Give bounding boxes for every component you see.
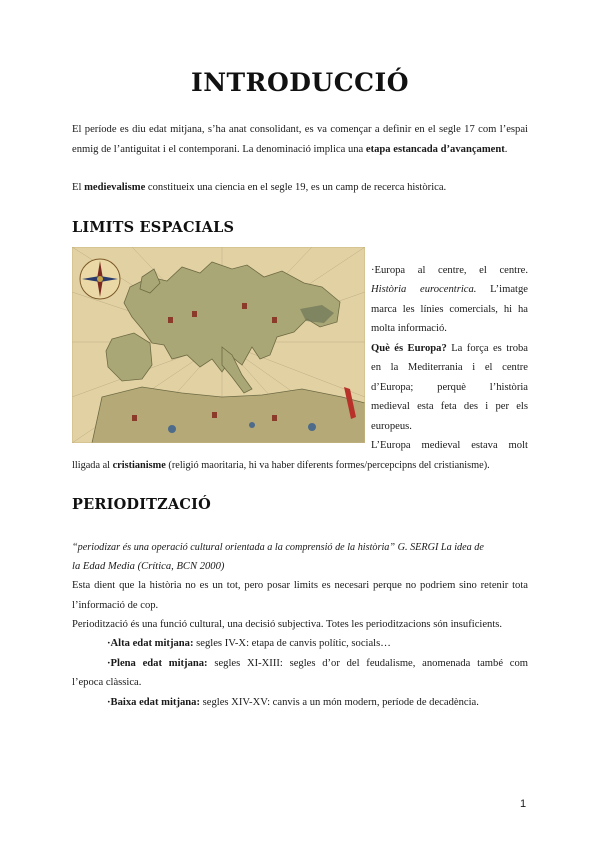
limits-text: lligada al xyxy=(72,460,113,471)
period-baixa xyxy=(107,693,479,713)
period-desc: segles IV-X: etapa de canvis polític, socials… xyxy=(193,638,391,649)
limits-line-11 xyxy=(72,456,490,476)
period-label: ·Plena edat mitjana: xyxy=(107,658,208,669)
limits-line-3: marca les línies comercials, hi ha xyxy=(371,304,528,315)
intro-text: constitueix una ciencia en el segle 19, es un camp de recerca històrica. xyxy=(145,182,447,193)
limits-emphasis: cristianisme xyxy=(112,460,166,471)
intro-paragraph-1 xyxy=(72,120,528,159)
limits-text: L’imatge xyxy=(476,284,528,295)
period-plena-cont: l’epoca clàssica. xyxy=(72,677,142,688)
periodization-paragraph-2: Periodització és una funció cultural, una decisió subjectiva. Totes les perioditzacions són insuficients. xyxy=(72,619,503,630)
limits-question: Què és Europa? xyxy=(371,343,447,354)
limits-line-2 xyxy=(371,280,528,300)
period-alta xyxy=(107,634,391,654)
section-heading-limits: LIMITS ESPACIALS xyxy=(72,219,235,236)
intro-text: El xyxy=(72,182,85,193)
medieval-map-image xyxy=(72,247,365,443)
quote-line-2: la Edad Media (Crítica, BCN 2000) xyxy=(72,561,225,572)
map-illustration xyxy=(72,247,365,443)
intro-period: . xyxy=(504,143,508,155)
quote-line-1: “periodizar és una operació cultural orientada a la comprensió de la història” G. SERGI La idea de xyxy=(72,542,484,553)
period-plena xyxy=(107,654,528,674)
period-desc: segles XIV-XV: canvis a un món modern, període de decadència. xyxy=(200,697,479,708)
page-number: 1 xyxy=(520,798,527,810)
limits-line-6: en la Mediterrania i el centre xyxy=(371,362,528,373)
intro-emphasis: medievalisme xyxy=(84,182,146,193)
limits-line-8: medieval esta feta des i per els xyxy=(371,401,528,412)
limits-italic: Història eurocentrica. xyxy=(371,284,477,295)
page-title: INTRODUCCIÓ xyxy=(191,68,409,97)
limits-line-7: d’Europa; perquè l’història xyxy=(371,382,528,393)
period-desc: segles XI-XIII: segles d’or del feudalisme, anomenada també com xyxy=(207,658,528,669)
limits-text: La força es troba xyxy=(446,343,528,354)
periodization-paragraph-1: Esta dient que la història no es un tot, pero posar limits es necesari perque no podriem sino retenir tota l’informació de cop. xyxy=(72,580,528,611)
period-label: ·Baixa edat mitjana: xyxy=(107,697,200,708)
intro-paragraph-2 xyxy=(72,178,528,198)
limits-line-5 xyxy=(371,339,528,359)
limits-text: (religió maoritaria, hi va haber diferents formes/percepcipns del cristianisme). xyxy=(165,460,490,471)
limits-line-10: L’Europa medieval estava molt xyxy=(371,440,528,451)
section-heading-periodization: PERIODITZACIÓ xyxy=(72,496,211,513)
limits-line-1: ·Europa al centre, el centre. xyxy=(371,265,528,276)
limits-line-4: molta informació. xyxy=(371,323,447,334)
intro-text: El període es diu edat mitjana, s’ha anat consolidant, es va començar a definir en el segle 17 com l’espai enmig de l’antiguitat i el contemporani. La denominació implica una xyxy=(72,124,528,155)
intro-emphasis: etapa estancada d’avançament xyxy=(365,143,505,155)
limits-line-9: europeus. xyxy=(371,421,412,432)
period-label: ·Alta edat mitjana: xyxy=(107,638,194,649)
